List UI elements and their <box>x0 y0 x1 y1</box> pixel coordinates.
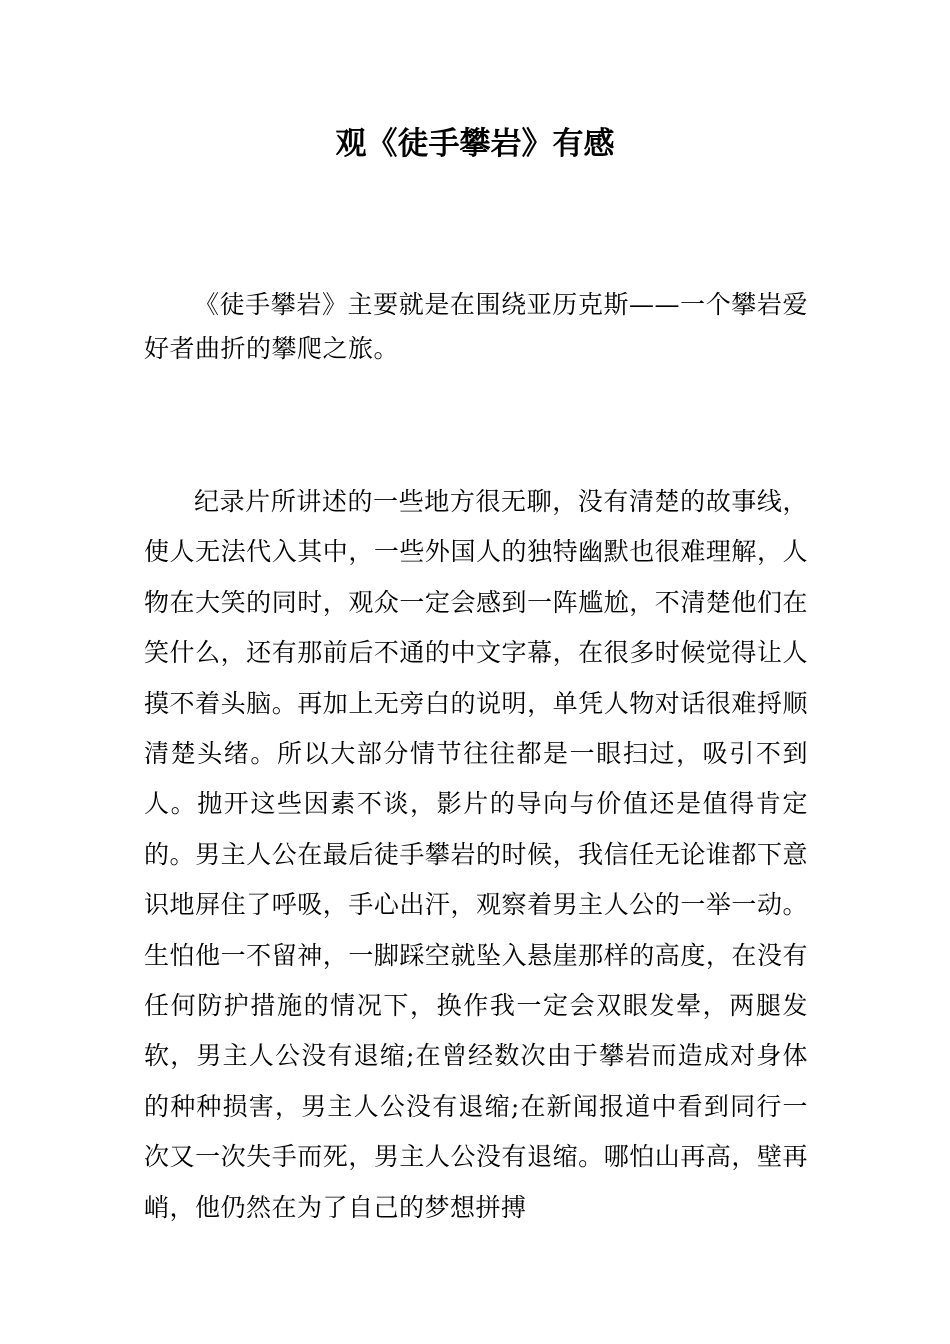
page-title: 观《徒手攀岩》有感 <box>335 126 615 162</box>
paragraph-body: 纪录片所讲述的一些地方很无聊，没有清楚的故事线，使人无法代入其中，一些外国人的独特幽默也很难理解，人物在大笑的同时，观众一定会感到一阵尴尬，不清楚他们在笑什么，还有那前后不通的中文字幕，在很多时候觉得让人摸不着头脑。再加上无旁白的说明，单凭人物对话很难捋顺清楚头绪。所以大部分情节往往都是一眼扫过，吸引不到人。抛开这些因素不谈，影片的导向与价值还是值得肯定的。男主人公在最后徒手攀岩的时候，我信任无论谁都下意识地屏住了呼吸，手心出汗，观察着男主人公的一举一动。生怕他一不留神，一脚踩空就坠入悬崖那样的高度，在没有任何防护措施的情况下，换作我一定会双眼发晕，两腿发软，男主人公没有退缩;在曾经数次由于攀岩而造成对身体的种种损害，男主人公没有退缩;在新闻报道中看到同行一次又一次失手而死，男主人公没有退缩。哪怕山再高，壁再峭，他仍然在为了自己的梦想拼搏 <box>144 487 808 1222</box>
paragraph-intro: 《徒手攀岩》主要就是在围绕亚历克斯——一个攀岩爱好者曲折的攀爬之旅。 <box>144 290 808 363</box>
